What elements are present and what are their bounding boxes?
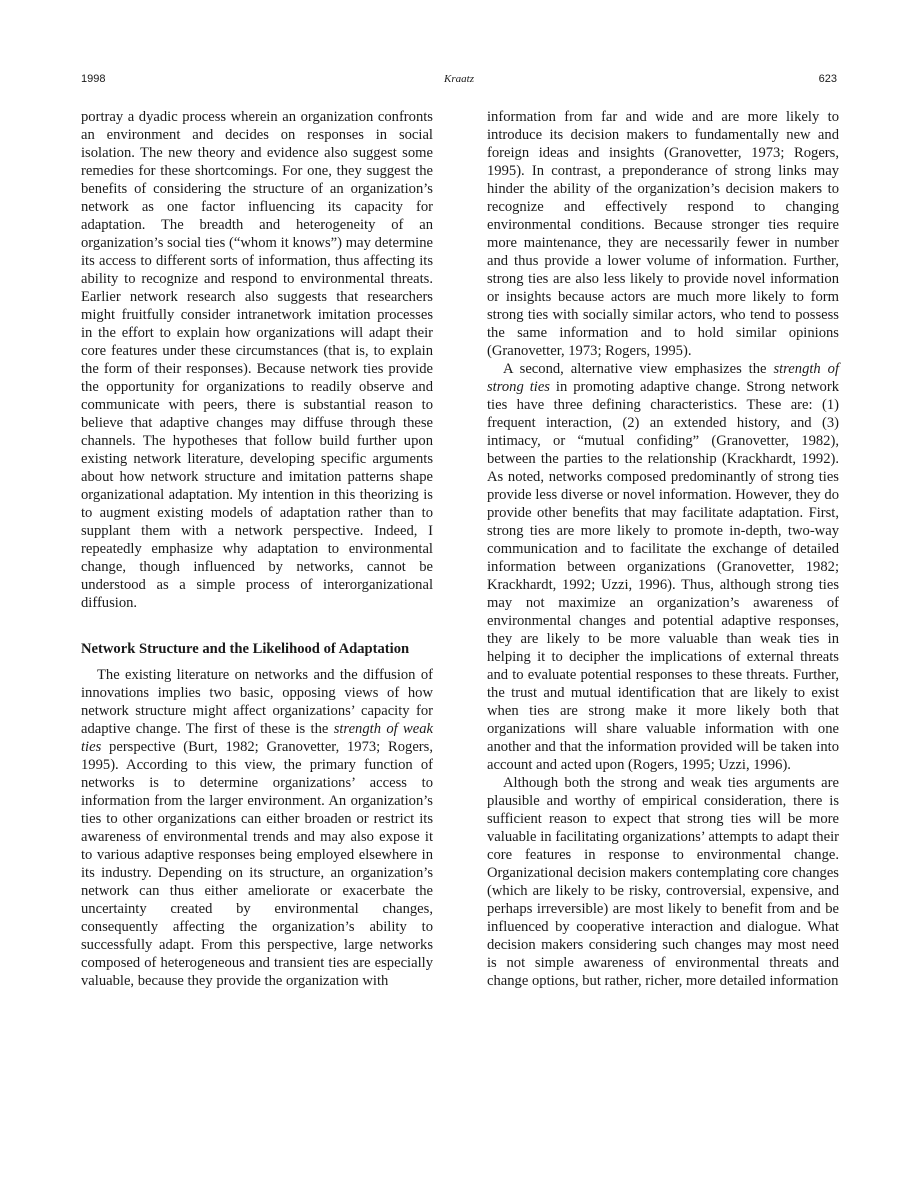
- text-run: perspective (Burt, 1982; Granovetter, 1973; Rogers, 1995). According to this view, the primary function of networks is to determine organizations’ access to information from the larger environment. An organization’s ties to other organizations can either broaden or restrict its awareness of environmental trends and may also expose it to various adaptive responses being employed elsewhere in its industry. Depending on its structure, an organization’s network can thus either ameliorate or exacerbate the uncertainty created by environmental changes, consequently affecting the organization’s ability to successfully adapt. From this perspective, large networks composed of heterogeneous and transient ties are especially valuable, because they provide the organization with: [81, 739, 433, 989]
- body-paragraph: Although both the strong and weak ties arguments are plausible and worthy of empirical consideration, there is sufficient reason to expect that strong ties will be more valuable in facilitating organizations’ attempts to adapt their core features in response to environmental change. Organizational decision makers contemplating core changes (which are likely to be risky, controversial, expensive, and perhaps irreversible) are most likely to benefit from and be influenced by cooperative interaction and dialogue. What decision makers considering such changes may most need is not simple awareness of environmental threats and change options, but rather, richer, more detailed information: [487, 775, 839, 989]
- body-paragraph: [81, 666, 433, 990]
- right-column: [487, 108, 839, 990]
- text-run: A second, alternative view emphasizes the: [503, 361, 774, 377]
- section-heading: Network Structure and the Likelihood of Adaptation: [81, 641, 410, 657]
- italic-term: strength of strong ties: [487, 361, 839, 395]
- body-paragraph: portray a dyadic process wherein an organization confronts an environment and decides on responses in social isolation. The new theory and evidence also suggest some remedies for these shortcomings. For one, they suggest the benefits of considering the structure of an organization’s network as one factor influencing its capacity for adaptation. The breadth and heterogeneity of an organization’s social ties (“whom it knows”) may determine its access to different sorts of information, thus affecting its ability to recognize and respond to environmental threats. Earlier network research also suggests that researchers might fruitfully consider intranetwork imitation processes in the effort to explain how organizations will adapt their core features under these circumstances (that is, to explain the form of their responses). Because network ties provide the opportunity for organizations to readily observe and communicate with peers, there is substantial reason to believe that adaptive changes may diffuse through these channels. The hypotheses that follow build further upon existing network literature, developing specific arguments about how network structure and imitation patterns shape organizational adaptation. My intention in this theorizing is to augment existing models of adaptation rather than to supplant them with a network perspective. Indeed, I repeatedly emphasize why adaptation to environmental change, though influenced by networks, cannot be understood as a simple process of interorganizational diffusion.: [81, 109, 433, 611]
- running-header: [81, 72, 837, 86]
- italic-term: strength of weak ties: [81, 721, 433, 755]
- text-run: in promoting adaptive change. Strong network ties have three defining characteristics. These are: (1) frequent interaction, (2) an extended history, and (3) intimacy, or “mutual confiding” (Granovetter, 1982), between the parties to the relationship (Krackhardt, 1992). As noted, networks composed predominantly of strong ties provide less diverse or novel information. However, they do provide other benefits that may facilitate adaptation. First, strong ties are more likely to promote in-depth, two-way communication and to facilitate the exchange of detailed information between organizations (Granovetter, 1982; Krackhardt, 1992; Uzzi, 1996). Thus, although strong ties may not maximize an organization’s awareness of environmental changes and potential adaptive responses, they are likely to be more valuable than weak ties in helping it to decipher the implications of external threats and to evaluate potential responses to these threats. Further, the trust and mutual identification that are likely to exist when ties are strong make it more likely both that organizations will share valuable information with one another and that the information provided will be taken into account and acted upon (Rogers, 1995; Uzzi, 1996).: [487, 379, 839, 773]
- text-run: The existing literature on networks and the diffusion of innovations implies two basic, opposing views of how network structure might affect organizations’ capacity for adaptive change. The first of these is the: [81, 667, 433, 737]
- body-paragraph: [487, 360, 839, 774]
- header-year: 1998: [81, 73, 106, 85]
- left-column: [81, 108, 433, 990]
- header-page-number: 623: [818, 73, 837, 85]
- header-author: Kraatz: [444, 73, 474, 85]
- body-paragraph: information from far and wide and are more likely to introduce its decision makers to fundamentally new and foreign ideas and insights (Granovetter, 1973; Rogers, 1995). In contrast, a preponderance of strong links may hinder the ability of the organization’s decision makers to recognize and effectively respond to changing environmental conditions. Because stronger ties require more maintenance, they are necessarily fewer in number and thus provide a lower volume of information. Further, strong ties are also less likely to provide novel information or insights because actors are much more likely to form strong ties with socially similar actors, who tend to possess the same information and to hold similar opinions (Granovetter, 1973; Rogers, 1995).: [487, 109, 839, 359]
